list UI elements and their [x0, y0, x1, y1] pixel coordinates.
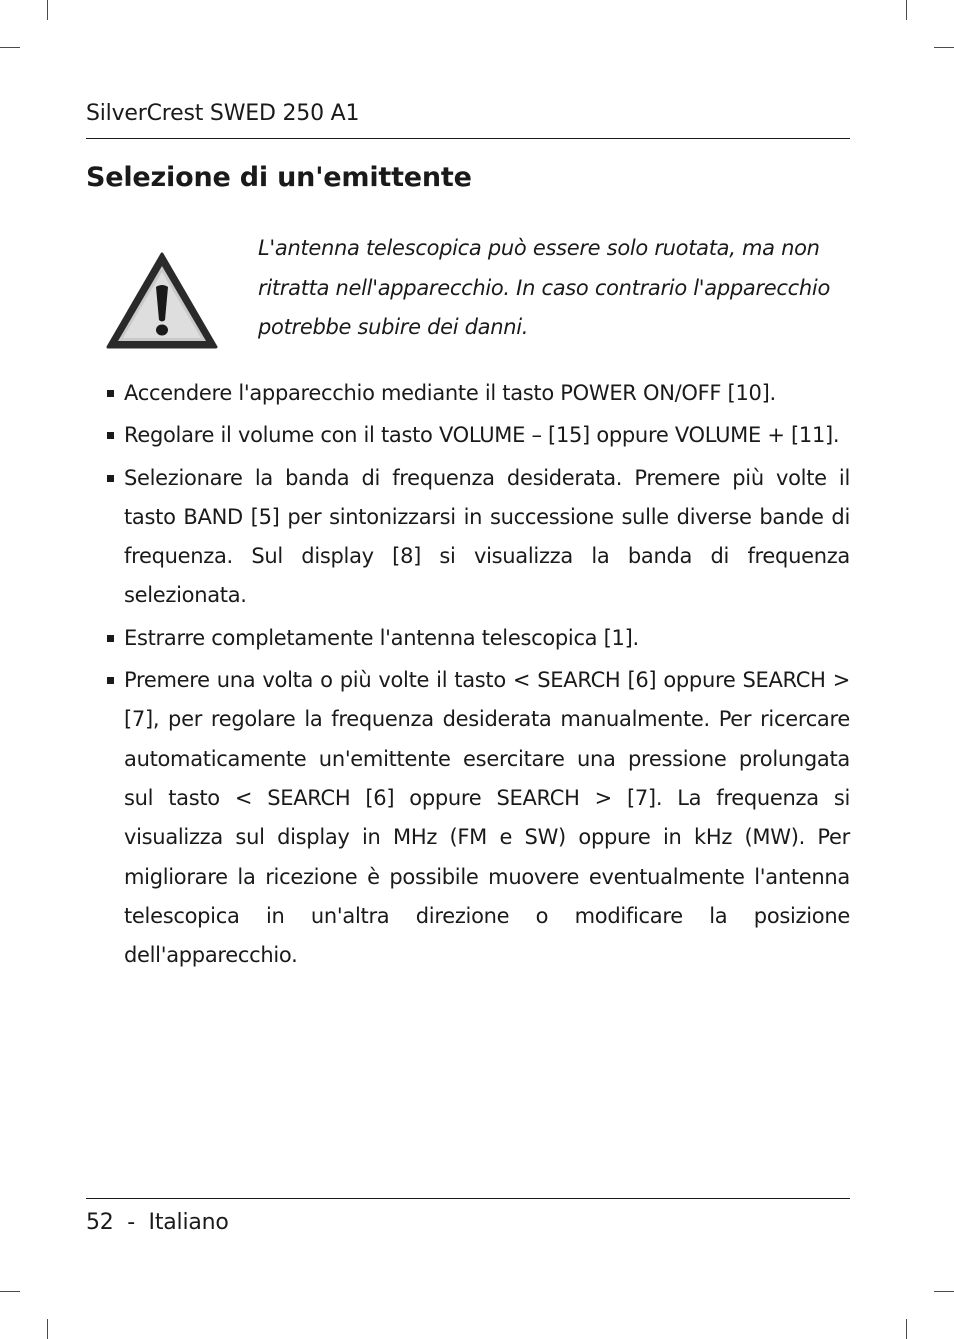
- warning-triangle-icon: [105, 250, 219, 350]
- section-title: Selezione di un'emittente: [86, 162, 472, 193]
- page-header: [86, 100, 850, 139]
- bullet-square-icon: [107, 635, 114, 642]
- bullet-square-icon: [107, 475, 114, 482]
- warning-text: L'antenna telescopica può essere solo ruotata, ma non ritratta nell'apparecchio. In caso contrario l'apparecchio potrebbe subire dei danni.: [258, 236, 831, 339]
- header-title: SilverCrest SWED 250 A1: [86, 101, 360, 126]
- footer-text: [86, 1209, 229, 1237]
- crop-mark: [934, 47, 954, 48]
- crop-mark: [0, 1291, 20, 1292]
- list-item: [106, 661, 850, 975]
- bullet-square-icon: [107, 677, 114, 684]
- crop-mark: [47, 1319, 48, 1339]
- crop-mark: [0, 47, 20, 48]
- list-item-text: Regolare il volume con il tasto VOLUME – [15] oppure VOLUME + [11].: [124, 423, 840, 448]
- list-item: [106, 416, 850, 455]
- list-item: [106, 619, 850, 658]
- crop-mark: [906, 1319, 907, 1339]
- page-footer: [86, 1198, 850, 1239]
- bullet-square-icon: [107, 432, 114, 439]
- list-item-text: Accendere l'apparecchio mediante il tasto POWER ON/OFF [10].: [124, 381, 776, 405]
- footer-separator: -: [127, 1210, 135, 1235]
- list-item-text: Premere una volta o più volte il tasto < SEARCH [6] oppure SEARCH > [7], per regolare la frequenza desiderata manualmente. Per ricercare automaticamente un'emittente esercitare una pressione prolungata sul tasto < SEARCH [6] oppure SEARCH > [7]. La frequenza si visualizza sul display in MHz (FM e SW) oppure in kHz (MW). Per migliorare la ricezione è possibile muovere eventualmente l'antenna telescopica in un'altra direzione o modificare la posizione dell'apparecchio.: [124, 668, 850, 968]
- crop-mark: [934, 1291, 954, 1292]
- list-item: [106, 374, 850, 413]
- list-item: [106, 459, 850, 616]
- list-item-text: Estrarre completamente l'antenna telescopica [1].: [124, 625, 639, 650]
- bullet-square-icon: [107, 390, 114, 397]
- crop-mark: [47, 0, 48, 20]
- footer-language: Italiano: [148, 1210, 229, 1235]
- instruction-list: [106, 374, 850, 978]
- crop-mark: [906, 0, 907, 20]
- page-number: 52: [86, 1210, 114, 1235]
- list-item-text: Selezionare la banda di frequenza desiderata. Premere più volte il tasto BAND [5] per sintonizzarsi in successione sulle diverse bande di frequenza. Sul display [8] si visualizza la banda di frequenza selezionata.: [124, 465, 850, 608]
